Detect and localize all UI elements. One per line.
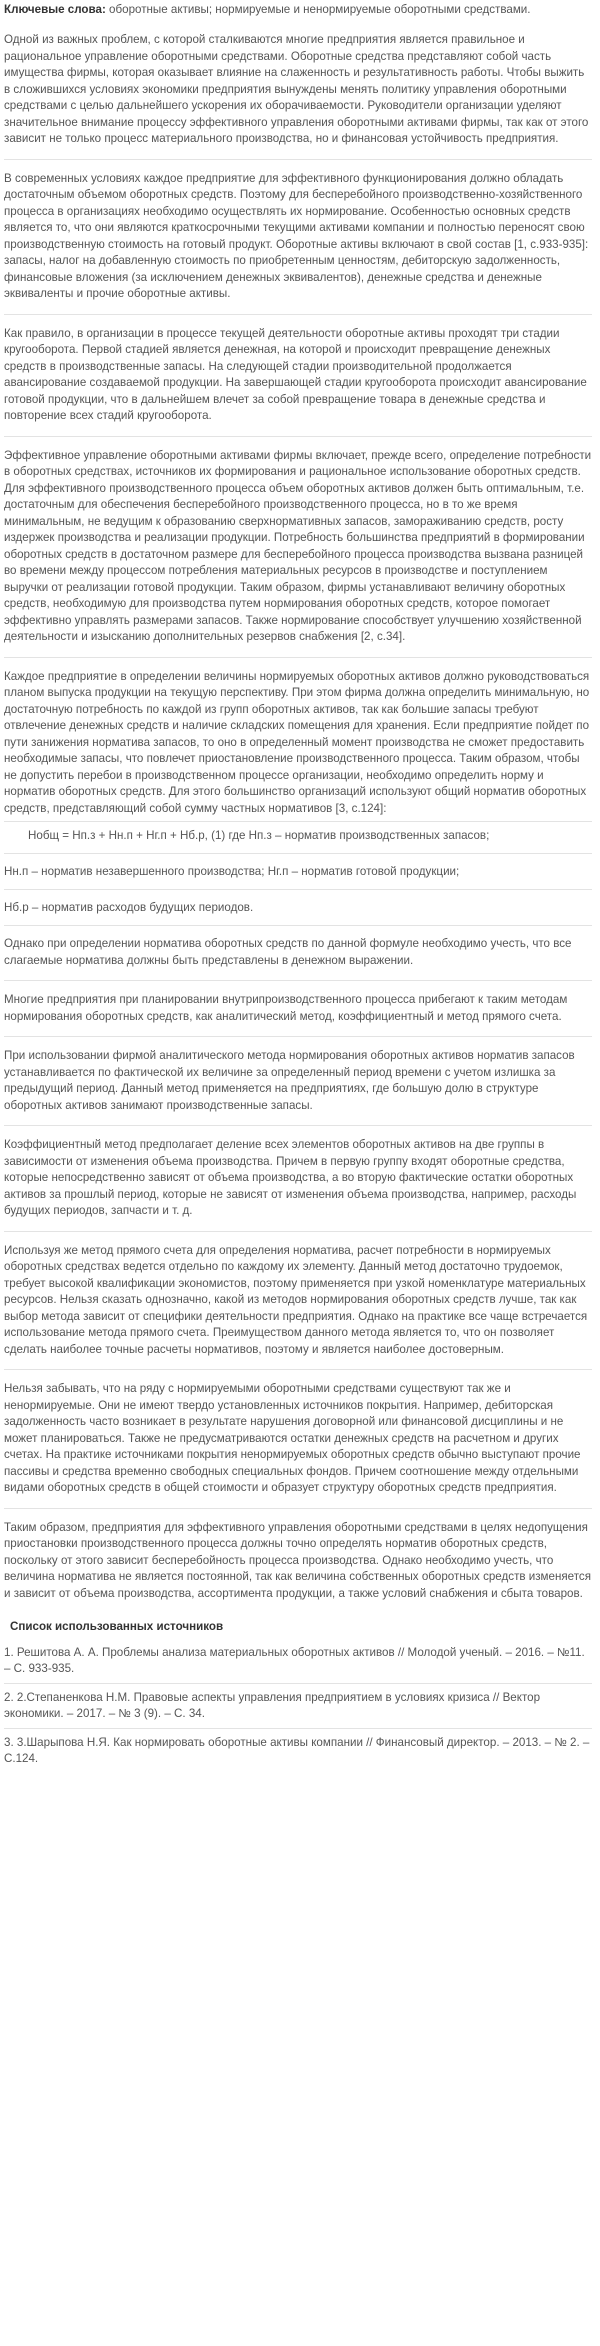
paragraph-monetary-terms: Однако при определении норматива оборотных средств по данной формуле необходимо учесть, что все слагаемые норматива должны быть представлены в денежном выражении. [4, 936, 592, 981]
keywords-line [4, 2, 592, 18]
paragraph-analytical-method: При использовании фирмой аналитического метода нормирования оборотных активов норматив запасов устанавливается по фактической их величине за определенный период времени с учетом излишка за предыдущий период. Данный метод применяется на предприятиях, где большую долю в структуре оборотных активов занимают производственные запасы. [4, 1048, 592, 1126]
formula-line-2: Нн.п – норматив незавершенного производства; Нг.п – норматив готовой продукции; [4, 864, 592, 890]
paragraph-conclusion: Таким образом, предприятия для эффективного управления оборотными средствами в целях недопущения приостановки производственного процесса должны точно определять норматив оборотных средств, поскольку от этого зависит бесперебойность процесса производства. Однако необходимо учесть, что величина норматива не является постоянной, так как величина собственных оборотных средств изменяется и зависит от объема производства, ассортимента продукции, а также условий снабжения и сбыта товаров. [4, 1520, 591, 1600]
paragraph-non-normalized: Нельзя забывать, что на ряду с нормируемыми оборотными средствами существуют так же и ненормируемые. Они не имеют твердо установленных источников покрытия. Например, дебиторская задолженность часто возникает в результате нарушения договорной или финансовой дисциплины и не может планироваться. Также не предусматриваются остатки денежных средств на расчетном и других счетах. На практике источниками покрытия ненормируемых оборотных средств обычно выступают прочие пассивы и средства временно свободных специальных фондов. Причем соотношение между отдельными видами оборотных средств в общей стоимости и образует структуру оборотных средств предприятия. [4, 1381, 592, 1509]
paragraph-normative-definition: Каждое предприятие в определении величины нормируемых оборотных активов должно руководствоваться планом выпуска продукции на текущую перспективу. При этом фирма должна определить минимальную, но достаточную потребность по каждой из групп оборотных активов, так как большие запасы требуют отвлечение денежных средств и наличие складских помещения для хранения. Если предприятие пойдет по пути занижения норматива запасов, то оно в определенный момент производства не сможет предоставить необходимые запасы, что повлечет приостановление производственного процесса. Таким образом, чтобы не допустить перебои в производственном процессе организации, необходимо определить норму и норматив оборотных средств. Для этого большинство организаций используют общий норматив оборотных средств, представляющий собой сумму частных нормативов [3, с.124]: [4, 669, 592, 823]
references-title: Список использованных источников [10, 1620, 224, 1633]
paragraph-effective-management: Эффективное управление оборотными активами фирмы включает, прежде всего, определение потребности в оборотных средствах, источников их формирования и рациональное использование оборотных средств. Для эффективного производственного процесса объем оборотных активов должен быть оптимальным, т.е. достаточным для обеспечения бесперебойного производственного процесса, но в то же время минимальным, не ведущим к образованию сверхнормативных запасов, замораживанию средств, росту издержек производства и реализации продукции. Потребность большинства предприятий в формировании оборотных средств в достаточном размере для бесперебойного процесса производства вызвана разницей во времени между процессом потребления материальных ресурсов в производстве и поступлением выручки от реализации готовой продукции. Таким образом, фирмы устанавливают величину оборотных средств, необходимую для производства путем нормирования оборотных средств, которое помогает эффективно управлять размерами запасов. Также нормирование способствует улучшению хозяйственной деятельности и изысканию дополнительных резервов снабжения [2, с.34]. [4, 448, 592, 658]
paragraph-intro: Одной из важных проблем, с которой сталкиваются многие предприятия является правильное и рациональное управление оборотными средствами. Оборотные средства представляют собой часть имущества фирмы, которая оказывает влияние на слаженность и результативность работы. Чтобы выжить в сложившихся условиях экономики предприятия вынуждены менять политику управления оборотными средствами с целью дальнейшего ускорения их оборачиваемости. Руководители организации уделяют значительное внимание процессу эффективного управления оборотными активами фирмы, так как от этого зависит не только процесс материального производства, но и финансовая устойчивость предприятия. [4, 32, 592, 160]
paragraph-modern-conditions: В современных условиях каждое предприятие для эффективного функционирования должно обладать достаточным объемом оборотных средств. Поэтому для бесперебойного производственно-хозяйственного процесса в организациях необходимо осуществлять их нормирование. Особенностью основных средств является то, что они являются краткосрочными текущими активами компании и полностью переносят свою производственную стоимость на готовый продукт. Оборотные активы включают в свой состав [1, с.933-935]: запасы, налог на добавленную стоимость по приобретенным ценностям, дебиторскую задолженность, финансовые вложения (за исключением денежных эквивалентов), денежные средства и денежные эквиваленты и прочие оборотные активы. [4, 171, 592, 315]
formula-line-3: Нб.р – норматив расходов будущих периодов. [4, 900, 592, 926]
keywords-text: оборотные активы; нормируемые и ненормируемые оборотными средствами. [105, 3, 531, 16]
reference-item: 2. 2.Степаненкова Н.М. Правовые аспекты управления предприятием в условиях кризиса // Вектор экономики. – 2017. – № 3 (9). – С. 34. [4, 1690, 592, 1729]
paragraph-coefficient-method: Коэффициентный метод предполагает деление всех элементов оборотных активов на две группы в зависимости от изменения объема производства. Причем в первую группу входят оборотные средства, которые непосредственно зависят от объема производства, а во вторую фактические остатки оборотных активов за прошлый период, которые не зависят от изменения объема производства, например, расходы будущих периодов, запчасти и т. д. [4, 1137, 592, 1232]
reference-item: 3. 3.Шарыпова Н.Я. Как нормировать оборотные активы компании // Финансовый директор. – 2013. – № 2. – С.124. [4, 1736, 590, 1765]
paragraph-methods-overview: Многие предприятия при планировании внутрипроизводственного процесса прибегают к таким методам нормирования оборотных средств, как аналитический метод, коэффициентный и метод прямого счета. [4, 992, 592, 1037]
reference-item: 1. Решитова А. А. Проблемы анализа материальных оборотных активов // Молодой ученый. – 2016. – №11. – С. 933-935. [4, 1645, 592, 1684]
paragraph-circulation-stages: Как правило, в организации в процессе текущей деятельности оборотные активы проходят три стадии кругооборота. Первой стадией является денежная, на которой и происходит превращение денежных средств в производственные запасы. На следующей стадии производительной продолжается авансирование создаваемой продукции. На завершающей стадии кругооборота происходит авансирование готовой продукции, что в дальнейшем влечет за собой превращение товара в денежные средства и повторение всех стадий кругооборота. [4, 326, 592, 437]
paragraph-direct-count-method: Используя же метод прямого счета для определения норматива, расчет потребности в нормируемых оборотных средствах ведется отдельно по каждому их элементу. Данный метод достаточно трудоемок, требует высокой квалификации экономистов, поэтому применяется при узкой номенклатуре материальных ресурсов. Нельзя сказать однозначно, какой из методов нормирования оборотных средств лучше, так как выбор метода зависит от специфики деятельности предприятия. Однако на практике все чаще встречается использование метода прямого счета. Преимуществом данного метода является то, что он позволяет сделать наиболее точные расчеты нормативов, поэтому и является наиболее достоверным. [4, 1243, 592, 1371]
keywords-label: Ключевые слова: [4, 3, 106, 16]
formula-line-1: Нобщ = Нп.з + Нн.п + Нг.п + Нб.р, (1) где Нп.з – норматив производственных запасов; [4, 828, 592, 854]
